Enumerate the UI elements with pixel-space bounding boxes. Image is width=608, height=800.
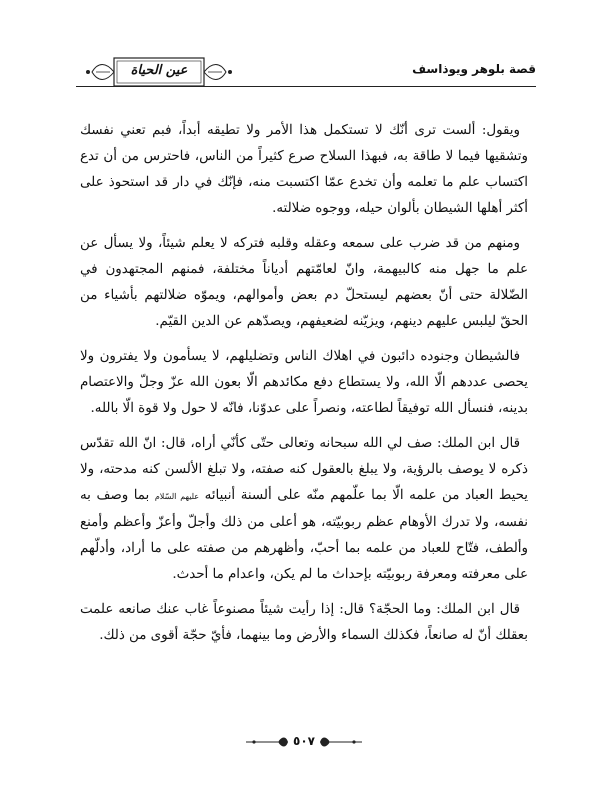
paragraph: فالشيطان وجنوده دائبون في اهلاك الناس وتضليلهم، لا يسأمون ولا يفترون ولا يحصى عددهم الّا الله، ولا يستطاع دفع مكائدهم الّا بعون الله عزّ وجلّ والاعتصام بدينه، فنسأل الله توفيقاً لطاعته، ونصراً على عدوّنا، فانّه لا حول ولا قوة الّا بالله. (80, 349, 528, 416)
page-body (80, 118, 528, 658)
paragraph (80, 431, 528, 588)
logo-text: عين الحياة (130, 63, 188, 78)
page-number: ٥٠٧ (293, 734, 315, 748)
paragraph: قال ابن الملك: وما الحجّة؟ قال: إذا رأيت شيئاً مصنوعاً غاب عنك صانعه علمت بعقلك أنّ له صانعاً، فكذلك السماء والأرض وما بينهما، فأيّ حجّة أقوى من ذلك. (80, 602, 528, 643)
page-footer (0, 728, 608, 758)
honorific-mark: عليهم السّلام (154, 492, 200, 501)
paragraph: ويقول: ألست ترى أنّك لا تستكمل هذا الأمر ولا تطيقه أبداً، فبم تعني نفسك وتشقيها فيما لا طاقة به، فبهذا السلاح صرع كثيراً من الناس، فاحترس من أن تدع اكتساب علم ما تعلمه وأن تخدع عمّا اكتسبت منه، فإنّك في دار قد استحوذ على أكثر أهلها الشيطان بألوان حيله، ووجوه ضلالته. (80, 123, 528, 216)
running-title: قصة بلوهر ويوذاسف (412, 62, 536, 76)
paragraph-text: قال ابن الملك: صف لي الله سبحانه وتعالى حتّى كأنّي أراه، قال: انّ الله تقدّس ذكره لا يوصف بالرؤية، ولا يبلغ بالعقول كنه صفته، ولا تبلغ الألسن كنه مدحته، ولا يحيط العباد من علمه الّا بما علّمهم منّه على ألسنة أنبيائه (80, 436, 528, 503)
page-header (76, 54, 536, 94)
paragraph-text: بما وصف به نفسه، ولا تدرك الأوهام عظم ربوبيّته، هو أعلى من ذلك وأجلّ وأعزّ وأعظم وأمنع وألطف، فتّاح للعباد من علمه بما أحبّ، وأظهرهم من صفته على ما أراد، وأدلّهم على معرفته ومعرفة ربوبيّته بإحداث ما لم يكن، واعدام ما أحدث. (80, 488, 528, 582)
header-rule (76, 86, 536, 87)
paragraph: ومنهم من قد ضرب على سمعه وعقله وقلبه فتركه لا يعلم شيئاً، ولا يسأل عن علم ما جهل منه كالبيهمة، وانّ لعامّتهم أدياناً مختلفة، فمنهم المجتهدون في الضّلالة حتى أنّ بعضهم ليستحلّ دم بعض وأموالهم، ويموّه ضلالتهم بأشياء من الحقّ ليلبس عليهم دينهم، ويزيّنه لضعيفهم، ويصدّهم عن الدين القيّم. (80, 236, 528, 329)
